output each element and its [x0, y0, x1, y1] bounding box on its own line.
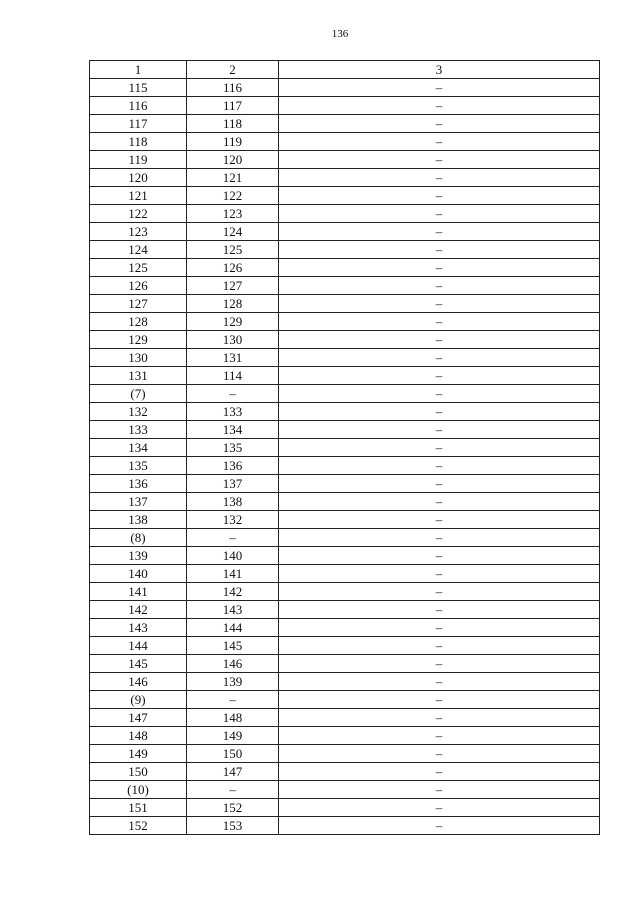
table-cell-col-1: 122 — [90, 205, 187, 223]
table-cell-col-3: – — [279, 115, 600, 133]
table-cell-col-3: – — [279, 349, 600, 367]
table-cell-col-2: 121 — [187, 169, 279, 187]
table-row — [90, 277, 600, 295]
table-cell-col-3: – — [279, 331, 600, 349]
table-cell-col-1: 142 — [90, 601, 187, 619]
table-cell-col-3: – — [279, 295, 600, 313]
table-cell-col-3: – — [279, 493, 600, 511]
table-cell-col-1: (8) — [90, 529, 187, 547]
table-cell-col-2: 117 — [187, 97, 279, 115]
table-cell-col-3: – — [279, 367, 600, 385]
table-row — [90, 529, 600, 547]
table-cell-col-1: 137 — [90, 493, 187, 511]
table-cell-col-1: 125 — [90, 259, 187, 277]
table-cell-col-3: – — [279, 529, 600, 547]
table-cell-col-1: 116 — [90, 97, 187, 115]
table-cell-col-3: – — [279, 781, 600, 799]
table-cell-col-3: – — [279, 223, 600, 241]
table-row — [90, 331, 600, 349]
table-row — [90, 205, 600, 223]
table-cell-col-2: 134 — [187, 421, 279, 439]
table-cell-col-1: 115 — [90, 79, 187, 97]
table-cell-col-1: (7) — [90, 385, 187, 403]
table-cell-col-2: 119 — [187, 133, 279, 151]
table-cell-col-2: 127 — [187, 277, 279, 295]
table-cell-col-1: 120 — [90, 169, 187, 187]
table-cell-col-3: – — [279, 709, 600, 727]
table-row — [90, 133, 600, 151]
table-cell-col-2: 142 — [187, 583, 279, 601]
data-table — [89, 60, 600, 835]
table-cell-col-2: 118 — [187, 115, 279, 133]
table-cell-col-2: 150 — [187, 745, 279, 763]
table-cell-col-3: – — [279, 601, 600, 619]
table-cell-col-1: 126 — [90, 277, 187, 295]
table-row — [90, 673, 600, 691]
table-cell-col-2: 124 — [187, 223, 279, 241]
table-row — [90, 295, 600, 313]
table-cell-col-1: 143 — [90, 619, 187, 637]
table-row — [90, 475, 600, 493]
table-cell-col-2: 141 — [187, 565, 279, 583]
table-cell-col-1: 133 — [90, 421, 187, 439]
table-row — [90, 745, 600, 763]
table-cell-col-2: 148 — [187, 709, 279, 727]
table-cell-col-2: – — [187, 529, 279, 547]
table-cell-col-3: – — [279, 187, 600, 205]
table-cell-col-3: – — [279, 691, 600, 709]
table-cell-col-1: 147 — [90, 709, 187, 727]
table-cell-col-3: – — [279, 799, 600, 817]
table-cell-col-1: 141 — [90, 583, 187, 601]
table-cell-col-1: 127 — [90, 295, 187, 313]
table-body — [90, 79, 600, 835]
table-row — [90, 799, 600, 817]
table-cell-col-1: 152 — [90, 817, 187, 835]
table-row — [90, 79, 600, 97]
table-cell-col-3: – — [279, 511, 600, 529]
table-row — [90, 601, 600, 619]
table-cell-col-1: 119 — [90, 151, 187, 169]
table-cell-col-2: 133 — [187, 403, 279, 421]
table-row — [90, 421, 600, 439]
table-row — [90, 691, 600, 709]
table-cell-col-3: – — [279, 79, 600, 97]
table-cell-col-3: – — [279, 727, 600, 745]
table-cell-col-1: (10) — [90, 781, 187, 799]
table-cell-col-3: – — [279, 763, 600, 781]
table-row — [90, 169, 600, 187]
table-header-row — [90, 61, 600, 79]
table-cell-col-2: 125 — [187, 241, 279, 259]
table-cell-col-3: – — [279, 457, 600, 475]
table-row — [90, 655, 600, 673]
table-cell-col-1: 144 — [90, 637, 187, 655]
table-cell-col-2: – — [187, 781, 279, 799]
table-row — [90, 709, 600, 727]
table-cell-col-3: – — [279, 205, 600, 223]
table-row — [90, 763, 600, 781]
table-row — [90, 223, 600, 241]
table-row — [90, 547, 600, 565]
table-cell-col-1: 118 — [90, 133, 187, 151]
table-cell-col-3: – — [279, 637, 600, 655]
table-cell-col-2: 114 — [187, 367, 279, 385]
table-row — [90, 403, 600, 421]
table-row — [90, 565, 600, 583]
table-cell-col-1: 140 — [90, 565, 187, 583]
table-cell-col-1: 149 — [90, 745, 187, 763]
table-row — [90, 781, 600, 799]
table-cell-col-2: 130 — [187, 331, 279, 349]
table-cell-col-3: – — [279, 655, 600, 673]
table-row — [90, 637, 600, 655]
table-cell-col-3: – — [279, 241, 600, 259]
table-cell-col-1: 117 — [90, 115, 187, 133]
table-cell-col-1: 121 — [90, 187, 187, 205]
table-cell-col-3: – — [279, 385, 600, 403]
table-cell-col-1: 146 — [90, 673, 187, 691]
table-row — [90, 259, 600, 277]
table-cell-col-1: 150 — [90, 763, 187, 781]
table-cell-col-3: – — [279, 421, 600, 439]
table-cell-col-2: 120 — [187, 151, 279, 169]
table-cell-col-2: 136 — [187, 457, 279, 475]
column-header-3: 3 — [279, 61, 600, 79]
table-cell-col-1: 131 — [90, 367, 187, 385]
table-cell-col-3: – — [279, 745, 600, 763]
table-cell-col-1: 124 — [90, 241, 187, 259]
table-cell-col-1: 138 — [90, 511, 187, 529]
table-cell-col-2: 137 — [187, 475, 279, 493]
table-cell-col-2: 131 — [187, 349, 279, 367]
table-cell-col-1: 148 — [90, 727, 187, 745]
table-cell-col-2: – — [187, 385, 279, 403]
table-cell-col-2: 140 — [187, 547, 279, 565]
table-row — [90, 349, 600, 367]
table-row — [90, 115, 600, 133]
table-cell-col-3: – — [279, 547, 600, 565]
table-cell-col-3: – — [279, 583, 600, 601]
table-cell-col-1: 132 — [90, 403, 187, 421]
table-cell-col-2: 139 — [187, 673, 279, 691]
table-cell-col-1: 135 — [90, 457, 187, 475]
table-cell-col-2: 122 — [187, 187, 279, 205]
table-row — [90, 493, 600, 511]
table-cell-col-1: (9) — [90, 691, 187, 709]
column-header-2: 2 — [187, 61, 279, 79]
table-cell-col-3: – — [279, 817, 600, 835]
table-cell-col-2: 149 — [187, 727, 279, 745]
table-row — [90, 727, 600, 745]
table-cell-col-2: 135 — [187, 439, 279, 457]
table-row — [90, 385, 600, 403]
table-cell-col-1: 136 — [90, 475, 187, 493]
table-cell-col-1: 129 — [90, 331, 187, 349]
table-cell-col-2: 138 — [187, 493, 279, 511]
table-cell-col-2: 144 — [187, 619, 279, 637]
table-cell-col-3: – — [279, 673, 600, 691]
table-cell-col-3: – — [279, 439, 600, 457]
table-row — [90, 241, 600, 259]
table-cell-col-1: 145 — [90, 655, 187, 673]
table-cell-col-2: 145 — [187, 637, 279, 655]
table-row — [90, 583, 600, 601]
table-cell-col-3: – — [279, 277, 600, 295]
table-cell-col-3: – — [279, 259, 600, 277]
table-cell-col-3: – — [279, 169, 600, 187]
table-cell-col-2: 153 — [187, 817, 279, 835]
table-cell-col-3: – — [279, 403, 600, 421]
table-cell-col-2: 152 — [187, 799, 279, 817]
table-row — [90, 439, 600, 457]
table-cell-col-3: – — [279, 475, 600, 493]
table-cell-col-2: 116 — [187, 79, 279, 97]
table-row — [90, 817, 600, 835]
table-cell-col-2: – — [187, 691, 279, 709]
table-cell-col-1: 123 — [90, 223, 187, 241]
table-row — [90, 151, 600, 169]
table-cell-col-1: 134 — [90, 439, 187, 457]
page-number: 136 — [331, 28, 349, 40]
table-cell-col-3: – — [279, 565, 600, 583]
table-cell-col-3: – — [279, 619, 600, 637]
table-cell-col-2: 132 — [187, 511, 279, 529]
table-cell-col-1: 139 — [90, 547, 187, 565]
table-row — [90, 313, 600, 331]
table-row — [90, 187, 600, 205]
table-cell-col-2: 147 — [187, 763, 279, 781]
table-cell-col-3: – — [279, 133, 600, 151]
column-header-1: 1 — [90, 61, 187, 79]
table-row — [90, 97, 600, 115]
table-cell-col-2: 129 — [187, 313, 279, 331]
table-cell-col-3: – — [279, 313, 600, 331]
table-cell-col-2: 146 — [187, 655, 279, 673]
table-row — [90, 511, 600, 529]
table-row — [90, 619, 600, 637]
table-cell-col-2: 128 — [187, 295, 279, 313]
table-cell-col-2: 143 — [187, 601, 279, 619]
table-cell-col-3: – — [279, 97, 600, 115]
table-cell-col-2: 123 — [187, 205, 279, 223]
table-row — [90, 457, 600, 475]
table-row — [90, 367, 600, 385]
table-cell-col-1: 151 — [90, 799, 187, 817]
table-cell-col-2: 126 — [187, 259, 279, 277]
table-cell-col-1: 130 — [90, 349, 187, 367]
table-cell-col-1: 128 — [90, 313, 187, 331]
table-cell-col-3: – — [279, 151, 600, 169]
